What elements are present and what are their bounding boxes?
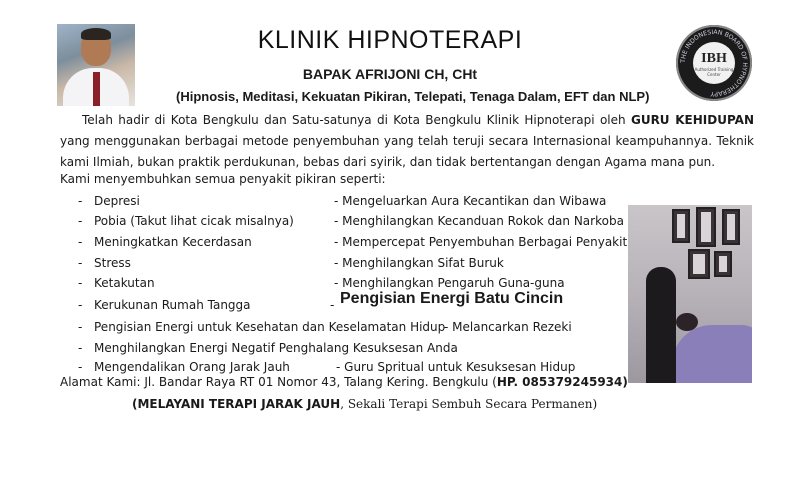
address-line	[60, 375, 628, 389]
list-item	[78, 341, 458, 355]
list-item-text: Pengisian Energi untuk Kesehatan dan Keselamatan Hidup	[94, 320, 446, 334]
closing-bold: (MELAYANI TERAPI JARAK JAUH	[132, 397, 341, 411]
logo-mark: IBH	[701, 51, 727, 66]
wall-frame	[722, 209, 740, 245]
list-item	[78, 235, 252, 249]
list-item: -	[330, 298, 335, 312]
wall-frame	[672, 209, 690, 243]
highlight-item: Pengisian Energi Batu Cincin	[340, 290, 564, 307]
list-item-text: Ketakutan	[94, 276, 155, 290]
list-item: - Mempercepat Penyembuhan Berbagai Penyakit	[334, 235, 628, 249]
photo-patient	[676, 313, 698, 331]
list-item	[78, 276, 155, 290]
list-bullet: -	[78, 341, 83, 355]
list-item-text: Pobia (Takut lihat cicak misalnya)	[94, 214, 294, 228]
list-item-text: Meningkatkan Kecerdasan	[94, 235, 252, 249]
therapist-name: BAPAK AFRIJONI CH, CHt	[302, 66, 478, 82]
address-label: Alamat Kami: Jl. Bandar Raya RT 01 Nomor 43, Talang Kering. Bengkulu (	[60, 375, 497, 389]
services-line: (Hipnosis, Meditasi, Kekuatan Pikiran, Telepati, Tenaga Dalam, EFT dan NLP)	[176, 89, 650, 104]
closing-rest: , Sekali Terapi Sembuh Secara Permanen)	[340, 397, 598, 411]
list-item: - Menghilangkan Pengaruh Guna-guna	[334, 276, 565, 290]
list-item: - Mengeluarkan Aura Kecantikan dan Wibawa	[334, 194, 607, 208]
photo-therapist	[646, 267, 676, 383]
list-item: - Menghilangkan Sifat Buruk	[334, 256, 504, 270]
list-item: - Guru Spritual untuk Kesuksesan Hidup	[336, 360, 576, 374]
page-title: KLINIK HIPNOTERAPI	[257, 26, 523, 54]
therapy-session-photo	[628, 205, 752, 383]
list-item	[78, 320, 445, 334]
list-item	[78, 214, 294, 228]
logo-small-text: Authorized Training Center	[694, 67, 734, 77]
list-item-text: Menghilangkan Energi Negatif Penghalang Kesuksesan Anda	[94, 341, 458, 355]
intro-paragraph	[60, 110, 754, 173]
list-item-text: Mengendalikan Orang Jarak Jauh	[94, 360, 290, 374]
wall-frame	[714, 251, 732, 277]
list-bullet: -	[78, 256, 83, 270]
phone-number: HP. 085379245934	[496, 375, 623, 389]
intro-highlight: GURU KEHIDUPAN	[630, 113, 754, 127]
list-bullet: -	[78, 276, 83, 290]
list-item: - Melancarkan Rezeki	[444, 320, 572, 334]
list-bullet: -	[78, 360, 83, 374]
list-item	[78, 298, 251, 312]
photo-blanket	[672, 325, 752, 383]
address-close: )	[622, 375, 628, 389]
list-bullet: -	[78, 214, 83, 228]
list-bullet: -	[78, 298, 83, 312]
intro-part1: Telah hadir di Kota Bengkulu dan Satu-satunya di Kota Bengkulu Klinik Hipnoterapi oleh	[82, 113, 631, 127]
list-bullet: -	[78, 320, 83, 334]
closing-line	[132, 397, 597, 411]
list-intro: Kami menyembuhkan semua penyakit pikiran seperti:	[60, 172, 386, 186]
wall-frame	[688, 249, 710, 279]
logo-ring-text: THE INDONESIAN BOARD OF HYPNOTHERAPY	[679, 28, 749, 98]
list-item: - Menghilangkan Kecanduan Rokok dan Narkoba	[334, 214, 624, 228]
list-item-text: Stress	[94, 256, 131, 270]
list-item-text: Depresi	[94, 194, 140, 208]
list-item	[78, 194, 140, 208]
intro-part2: yang menggunakan berbagai metode penyembuhan yang telah teruji secara Internasional keampuhannya. Teknik kami Ilmiah, bukan praktik perdukunan, bebas dari syirik, dan tidak bertentangan dengan Agama mana pun.	[60, 134, 754, 169]
list-item-text: Kerukunan Rumah Tangga	[94, 298, 251, 312]
wall-frame	[696, 207, 716, 247]
list-bullet: -	[78, 235, 83, 249]
list-item	[78, 360, 290, 374]
list-bullet: -	[78, 194, 83, 208]
list-item	[78, 256, 131, 270]
